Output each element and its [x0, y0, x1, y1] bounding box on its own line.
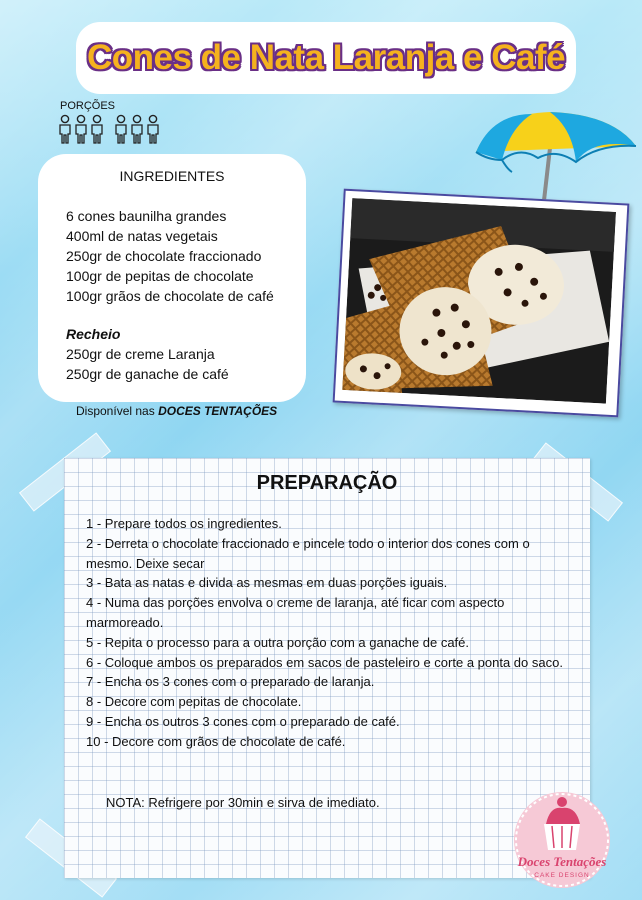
step-item: 3 - Bata as natas e divida as mesmas em duas porções iguais.	[86, 575, 448, 591]
ingredients-heading: INGREDIENTES	[119, 168, 225, 184]
logo-name: Doces Tentações	[517, 854, 607, 869]
availability-note	[76, 404, 277, 418]
step-item: 7 - Encha os 3 cones com o preparado de laranja.	[86, 674, 375, 690]
filling-item: 250gr de creme Laranja	[66, 346, 215, 362]
logo-tagline: CAKE DESIGN	[534, 872, 590, 879]
step-item: 9 - Encha os outros 3 cones com o preparado de café.	[86, 713, 400, 729]
step-item: 10 - Decore com grãos de chocolate de café.	[86, 733, 346, 749]
filling-heading: Recheio	[66, 326, 121, 342]
step-item: 2 - Derreta o chocolate fraccionado e pincele todo o interior dos cones com o mesmo. Deixe secar	[86, 535, 530, 571]
person-icon	[130, 114, 144, 144]
ingredient-item: 400ml de natas vegetais	[66, 228, 218, 244]
ingredients-card	[38, 154, 306, 402]
step-item: 5 - Repita o processo para a outra porção com a ganache de café.	[86, 634, 470, 650]
preparation-heading: PREPARAÇÃO	[256, 472, 398, 494]
page-title: Cones de Nata Laranja e Café	[86, 38, 566, 77]
ingredient-item: 100gr grãos de chocolate de café	[66, 288, 274, 304]
cones-photo-image	[342, 198, 616, 404]
availability-brand: DOCES TENTAÇÕES	[158, 404, 278, 418]
person-icon	[114, 114, 128, 144]
doces-tentacoes-logo	[500, 784, 630, 894]
step-item: 4 - Numa das porções envolva o creme de laranja, até ficar com aspecto marmoreado.	[86, 595, 505, 630]
ingredient-item: 6 cones baunilha grandes	[66, 208, 227, 224]
ingredients-list	[66, 206, 274, 384]
portions-label: PORÇÕES	[60, 100, 116, 112]
refrigeration-note: NOTA: Refrigere por 30min e sirva de imediato.	[106, 795, 380, 810]
ingredient-item: 100gr de pepitas de chocolate	[66, 268, 254, 284]
step-item: 8 - Decore com pepitas de chocolate.	[86, 694, 302, 710]
person-icon	[90, 114, 104, 144]
availability-prefix: Disponível nas	[76, 404, 155, 418]
filling-item: 250gr de ganache de café	[66, 366, 229, 382]
person-icon	[58, 114, 72, 144]
title-banner	[76, 22, 576, 94]
portions-icons	[58, 114, 160, 144]
recipe-photo	[333, 189, 630, 418]
person-icon	[146, 114, 160, 144]
ingredient-item: 250gr de chocolate fraccionado	[66, 248, 262, 264]
step-item: 1 - Prepare todos os ingredientes.	[86, 516, 282, 531]
step-item: 6 - Coloque ambos os preparados em sacos de pasteleiro e corte a ponta do saco.	[86, 654, 563, 670]
preparation-steps	[86, 514, 576, 752]
person-icon	[74, 114, 88, 144]
